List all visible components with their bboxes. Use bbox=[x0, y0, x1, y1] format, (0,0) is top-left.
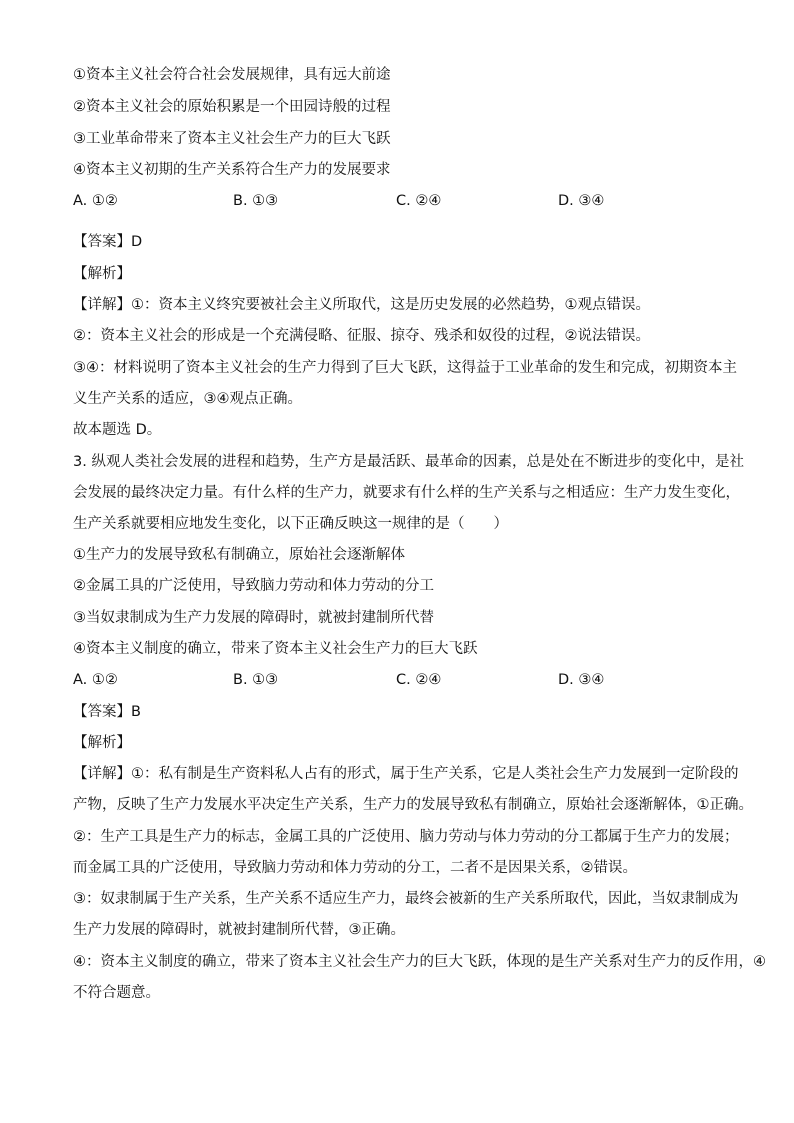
q2-statement-4: ④资本主义初期的生产关系符合生产力的发展要求 bbox=[73, 162, 391, 178]
q2-detail-2: ②：资本主义社会的形成是一个充满侵略、征服、掠夺、残杀和奴役的过程，②说法错误。 bbox=[73, 328, 650, 344]
q2-analysis-label: 【解析】 bbox=[73, 266, 131, 282]
q3-statement-4: ④资本主义制度的确立，带来了资本主义社会生产力的巨大飞跃 bbox=[73, 641, 478, 657]
q2-option-d: D. ③④ bbox=[558, 193, 605, 209]
q3-detail-3a: ③：奴隶制属于生产关系，生产关系不适应生产力，最终会被新的生产关系所取代，因此，当奴隶制成为 bbox=[73, 891, 739, 907]
q2-option-a: A. ①② bbox=[73, 193, 118, 209]
q3-detail-4a: ④：资本主义制度的确立，带来了资本主义社会生产力的巨大飞跃，体现的是生产关系对生产力的反作用，④ bbox=[73, 954, 766, 970]
q3-stem-line-1: 3. 纵观人类社会发展的进程和趋势，生产方是最活跃、最革命的因素，总是处在不断进步的变化中，是社 bbox=[73, 454, 744, 470]
q2-conclusion: 故本题选 D。 bbox=[73, 422, 162, 438]
q3-detail-3b: 生产力发展的障碍时，就被封建制所代替，③正确。 bbox=[73, 922, 405, 938]
q3-statement-3: ③当奴隶制成为生产力发展的障碍时，就被封建制所代替 bbox=[73, 610, 434, 626]
q2-option-c: C. ②④ bbox=[396, 193, 442, 209]
q3-answer: 【答案】B bbox=[73, 704, 141, 720]
q3-option-c: C. ②④ bbox=[396, 672, 442, 688]
q2-options bbox=[73, 191, 713, 211]
q3-stem-line-3: 生产关系就要相应地发生变化，以下正确反映这一规律的是（ ） bbox=[73, 516, 508, 532]
q2-statement-3: ③工业革命带来了资本主义社会生产力的巨大飞跃 bbox=[73, 131, 391, 147]
q2-answer: 【答案】D bbox=[73, 234, 143, 250]
q3-statement-2: ②金属工具的广泛使用，导致脑力劳动和体力劳动的分工 bbox=[73, 578, 434, 594]
q3-detail-1b: 产物，反映了生产力发展水平决定生产关系，生产力的发展导致私有制确立，原始社会逐渐解体，①正确。 bbox=[73, 797, 753, 813]
q2-option-b: B. ①③ bbox=[233, 193, 279, 209]
q3-detail-2a: ②：生产工具是生产力的标志，金属工具的广泛使用、脑力劳动与体力劳动的分工都属于生产力的发展； bbox=[73, 829, 739, 845]
q3-options bbox=[73, 670, 713, 690]
q2-detail-3b: 义生产关系的适应，③④观点正确。 bbox=[73, 391, 302, 407]
q2-detail-1: 【详解】①：资本主义终究要被社会主义所取代，这是历史发展的必然趋势，①观点错误。 bbox=[73, 297, 650, 313]
q3-detail-2b: 而金属工具的广泛使用，导致脑力劳动和体力劳动的分工，二者不是因果关系，②错误。 bbox=[73, 860, 637, 876]
q3-detail-4b: 不符合题意。 bbox=[73, 985, 160, 1001]
q2-detail-3a: ③④：材料说明了资本主义社会的生产力得到了巨大飞跃，这得益于工业革命的发生和完成，初期资本主 bbox=[73, 360, 737, 376]
q3-option-d: D. ③④ bbox=[558, 672, 605, 688]
q3-option-b: B. ①③ bbox=[233, 672, 279, 688]
q2-statement-2: ②资本主义社会的原始积累是一个田园诗般的过程 bbox=[73, 99, 391, 115]
q3-statement-1: ①生产力的发展导致私有制确立，原始社会逐渐解体 bbox=[73, 547, 405, 563]
q3-option-a: A. ①② bbox=[73, 672, 118, 688]
q3-stem-line-2: 会发展的最终决定力量。有什么样的生产力，就要求有什么样的生产关系与之相适应：生产力发生变化， bbox=[73, 485, 740, 501]
q3-analysis-label: 【解析】 bbox=[73, 735, 131, 751]
q3-detail-1a: 【详解】①：私有制是生产资料私人占有的形式，属于生产关系，它是人类社会生产力发展到一定阶段的 bbox=[73, 766, 739, 782]
q2-statement-1: ①资本主义社会符合社会发展规律，具有远大前途 bbox=[73, 67, 391, 83]
